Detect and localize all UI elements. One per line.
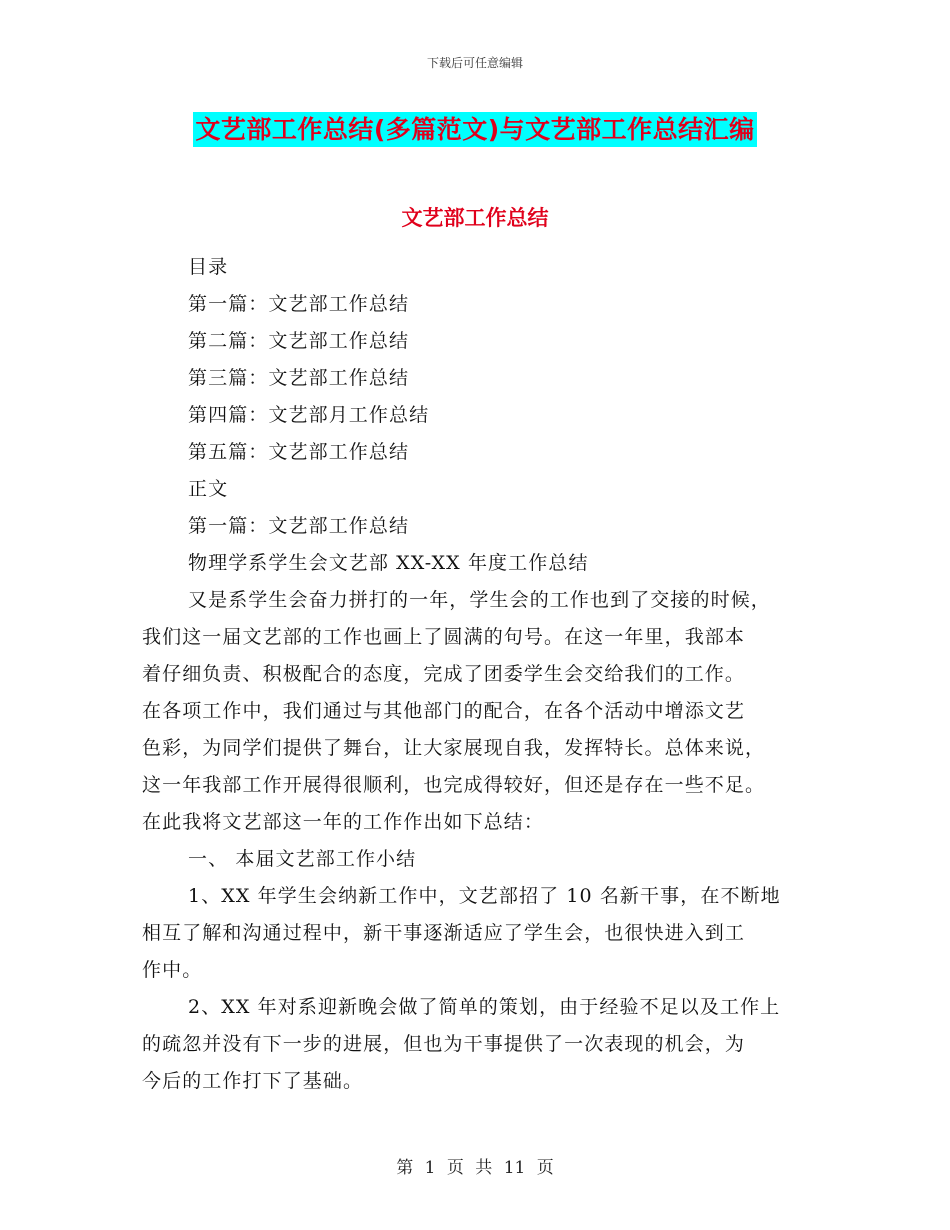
paragraph-line: 这一年我部工作开展得很顺利，也完成得较好，但还是存在一些不足。 [142, 774, 766, 796]
paragraph-line: 色彩，为同学们提供了舞台，让大家展现自我，发挥特长。总体来说， [142, 737, 766, 759]
main-title: 文艺部工作总结(多篇范文)与文艺部工作总结汇编 [193, 112, 756, 147]
toc-item: 第四篇：文艺部月工作总结 [188, 404, 430, 426]
page-header-note: 下载后可任意编辑 [426, 56, 523, 70]
paragraph-line: 今后的工作打下了基础。 [142, 1070, 364, 1092]
sub-title: 文艺部工作总结 [401, 206, 549, 230]
toc-item: 第二篇：文艺部工作总结 [188, 330, 410, 352]
paragraph-line: 2、XX 年对系迎新晚会做了简单的策划，由于经验不足以及工作上 [188, 996, 781, 1018]
chapter-heading: 第一篇：文艺部工作总结 [188, 515, 410, 537]
section-heading: 一、 本届文艺部工作小结 [188, 848, 417, 870]
main-title-container [0, 112, 950, 147]
toc-item: 第一篇：文艺部工作总结 [188, 293, 410, 315]
page-number-footer: 第 1 页 共 11 页 [396, 1158, 554, 1178]
paragraph-line: 作中。 [142, 959, 203, 981]
body-label: 正文 [188, 478, 229, 500]
paragraph-line: 我们这一届文艺部的工作也画上了圆满的句号。在这一年里，我部本 [142, 626, 746, 648]
paragraph-line: 的疏忽并没有下一步的进展，但也为干事提供了一次表现的机会，为 [142, 1033, 746, 1055]
toc-label: 目录 [188, 256, 229, 278]
paragraph-line: 在各项工作中，我们通过与其他部门的配合，在各个活动中增添文艺 [142, 700, 746, 722]
toc-item: 第三篇：文艺部工作总结 [188, 367, 410, 389]
paragraph-line: 着仔细负责、积极配合的态度，完成了团委学生会交给我们的工作。 [142, 663, 746, 685]
paragraph-line: 1、XX 年学生会纳新工作中，文艺部招了 10 名新干事，在不断地 [188, 885, 781, 907]
paragraph-line: 又是系学生会奋力拼打的一年，学生会的工作也到了交接的时候， [188, 589, 771, 611]
paragraph-line: 相互了解和沟通过程中，新干事逐渐适应了学生会，也很快进入到工 [142, 922, 746, 944]
toc-item: 第五篇：文艺部工作总结 [188, 441, 410, 463]
paragraph-line: 在此我将文艺部这一年的工作作出如下总结： [142, 811, 545, 833]
document-title: 物理学系学生会文艺部 XX-XX 年度工作总结 [188, 552, 589, 574]
